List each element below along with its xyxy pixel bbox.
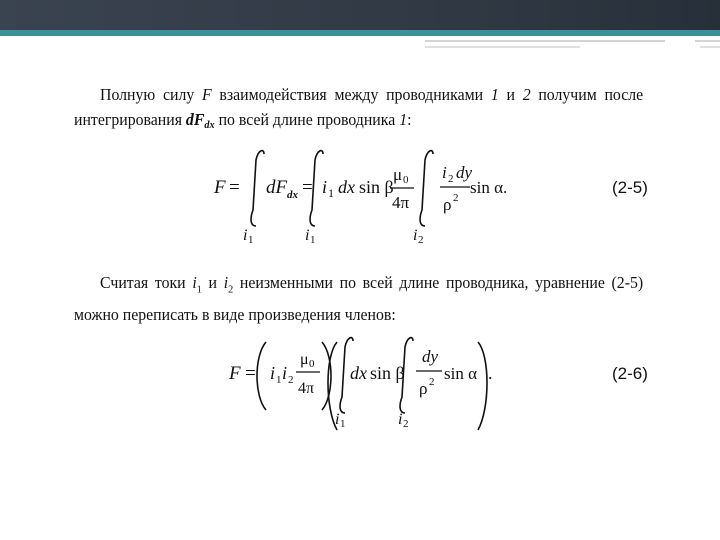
svg-text:2: 2 — [429, 376, 435, 388]
svg-text:i: i — [442, 163, 447, 182]
conductor-number: 1 — [490, 85, 499, 104]
svg-text:1: 1 — [276, 374, 282, 386]
svg-text:sin β: sin β — [359, 177, 394, 197]
svg-text:dy: dy — [456, 163, 473, 182]
text: неизменными по всей длине проводника, уравнение (2-5) можно переписать в виде произведения членов: — [74, 273, 644, 325]
symbol-F: F — [202, 85, 212, 104]
text: взаимодействия между проводниками — [211, 85, 491, 104]
svg-text:sin α.: sin α. — [470, 178, 508, 197]
text: и — [498, 85, 523, 104]
equation-number: (2-5) — [612, 178, 648, 197]
subscript: 1 — [196, 283, 202, 296]
svg-text:2: 2 — [403, 418, 409, 430]
svg-text:i: i — [270, 363, 276, 383]
text: Считая токи — [100, 273, 193, 292]
svg-text:F: F — [214, 177, 226, 198]
svg-text:i: i — [243, 227, 248, 244]
text: и — [201, 273, 224, 292]
svg-text:dx: dx — [287, 189, 298, 201]
text: получим после интегрирования — [74, 85, 644, 129]
svg-text:ρ: ρ — [419, 379, 428, 398]
svg-text:sin β: sin β — [370, 363, 405, 383]
svg-text:dF: dF — [266, 177, 288, 198]
svg-text:1: 1 — [328, 186, 334, 200]
svg-text:4π: 4π — [298, 380, 315, 397]
equation-number: (2-6) — [612, 364, 648, 383]
svg-text:2: 2 — [418, 234, 424, 246]
svg-text:=: = — [302, 177, 313, 198]
svg-text:i: i — [413, 227, 418, 244]
text: : — [407, 110, 412, 129]
symbol-dF: dF — [185, 110, 205, 129]
svg-text:=: = — [229, 177, 240, 198]
svg-text:1: 1 — [340, 418, 346, 430]
conductor-number: 1 — [399, 110, 408, 129]
svg-text:dx: dx — [338, 177, 355, 197]
svg-text:dy: dy — [422, 347, 439, 366]
svg-text:i: i — [322, 177, 328, 197]
symbol-i: i — [223, 273, 229, 292]
subscript: 2 — [228, 283, 234, 296]
svg-text:.: . — [488, 363, 493, 383]
svg-text:μ: μ — [300, 351, 309, 368]
svg-text:1: 1 — [310, 234, 316, 246]
symbol-i: i — [192, 273, 197, 292]
svg-text:F: F — [229, 363, 241, 384]
text: по всей длине проводника — [214, 110, 400, 129]
svg-text:2: 2 — [448, 173, 454, 185]
svg-text:0: 0 — [309, 358, 315, 370]
conductor-number: 2 — [522, 85, 531, 104]
svg-text:0: 0 — [403, 174, 409, 186]
svg-text:dx: dx — [350, 363, 367, 383]
svg-text:2: 2 — [453, 192, 459, 204]
symbol-subscript: dx — [204, 119, 215, 131]
svg-text:2: 2 — [288, 374, 294, 386]
svg-text:i: i — [282, 363, 288, 383]
svg-text:i: i — [335, 411, 340, 428]
text: Полную силу — [100, 85, 203, 104]
svg-text:=: = — [245, 363, 256, 384]
svg-text:1: 1 — [248, 234, 254, 246]
svg-text:sin α: sin α — [444, 364, 477, 383]
svg-text:μ: μ — [393, 165, 403, 184]
svg-text:i: i — [305, 227, 310, 244]
svg-text:i: i — [398, 411, 403, 428]
svg-text:ρ: ρ — [443, 195, 452, 214]
svg-text:4π: 4π — [392, 193, 410, 212]
